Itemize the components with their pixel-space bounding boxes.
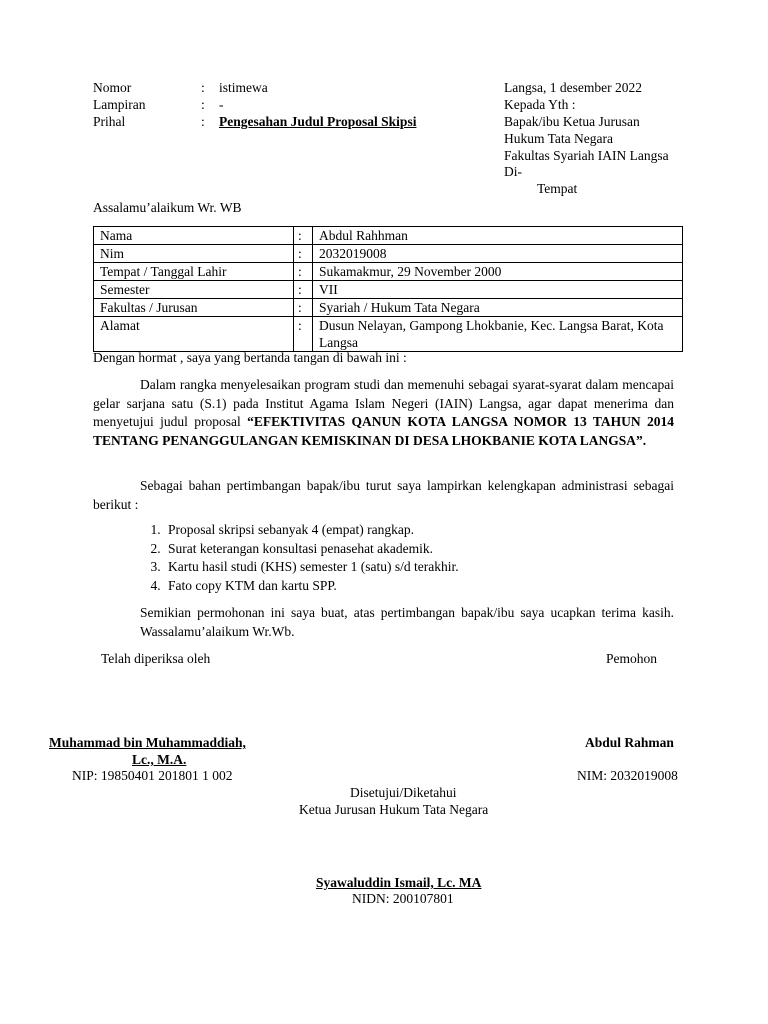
table-row <box>94 245 683 263</box>
row-colon: : <box>294 299 313 317</box>
list-item: 4. Fato copy KTM dan kartu SPP. <box>164 577 459 596</box>
proposal-title: “EFEKTIVITAS QANUN KOTA LANGSA NOMOR 13 TAHUN 2014 TENTANG PENANGGULANGAN KEMISKINAN DI DESA LHOKBANIE KOTA LANGSA”. <box>93 414 674 448</box>
attachment-list <box>140 521 459 595</box>
row-value: 2032019008 <box>313 245 683 263</box>
lampiran-label: Lampiran <box>93 97 146 112</box>
row-label: Semester <box>94 281 294 299</box>
row-value: VII <box>313 281 683 299</box>
identity-table <box>93 226 683 352</box>
prihal-value: Pengesahan Judul Proposal Skipsi <box>219 114 417 129</box>
row-colon: : <box>294 317 313 352</box>
approval-position: Ketua Jurusan Hukum Tata Negara <box>299 802 489 817</box>
recipient-line4: Fakultas Syariah IAIN Langsa <box>504 148 669 163</box>
paragraph-attachments: Sebagai bahan pertimbangan bapak/ibu turut saya lampirkan kelengkapan administrasi sebagai berikut : <box>93 478 674 512</box>
examiner-nip: NIP: 19850401 201801 1 002 <box>72 768 233 783</box>
list-item: 3. Kartu hasil studi (KHS) semester 1 (satu) s/d terakhir. <box>164 558 459 577</box>
row-colon: : <box>294 263 313 281</box>
paragraph-request <box>93 376 674 450</box>
head-nidn: NIDN: 200107801 <box>352 891 454 906</box>
row-label: Tempat / Tanggal Lahir <box>94 263 294 281</box>
row-value: Syariah / Hukum Tata Negara <box>313 299 683 317</box>
row-colon: : <box>294 281 313 299</box>
prihal-label: Prihal <box>93 114 126 129</box>
lampiran-value: - <box>219 97 224 112</box>
table-row <box>94 281 683 299</box>
list-item: 1. Proposal skripsi sebanyak 4 (empat) rangkap. <box>164 521 459 540</box>
lampiran-colon: : <box>201 97 205 112</box>
letter-date: Langsa, 1 desember 2022 <box>504 80 642 95</box>
nomor-label: Nomor <box>93 80 132 95</box>
recipient-line6: Tempat <box>537 181 578 196</box>
greeting: Assalamu’alaikum Wr. WB <box>93 200 242 215</box>
table-row <box>94 263 683 281</box>
recipient-line5: Di- <box>504 164 522 179</box>
table-row <box>94 299 683 317</box>
row-value: Sukamakmur, 29 November 2000 <box>313 263 683 281</box>
prihal-colon: : <box>201 114 205 129</box>
examiner-name: Muhammad bin Muhammaddiah, <box>49 735 246 750</box>
recipient-line3: Hukum Tata Negara <box>504 131 614 146</box>
row-colon: : <box>294 245 313 263</box>
row-label: Alamat <box>94 317 294 352</box>
row-label: Nim <box>94 245 294 263</box>
intro-text: Dengan hormat , saya yang bertanda tangan di bawah ini : <box>93 350 407 365</box>
paragraph-request-text: Dalam rangka menyelesaikan program studi dan memenuhi sebagai syarat-syarat dalam mencapai gelar sarjana satu (S.1) pada Institut Agama Islam Negeri (IAIN) Langsa, agar dapat menerima dan menyetujui judul proposal <box>93 377 674 429</box>
head-name: Syawaluddin Ismail, Lc. MA <box>316 875 482 890</box>
row-value: Dusun Nelayan, Gampong Lhokbanie, Kec. Langsa Barat, Kota Langsa <box>313 317 683 352</box>
examiner-title: Lc., M.A. <box>132 752 187 767</box>
applicant-caption: Pemohon <box>606 651 658 666</box>
nomor-colon: : <box>201 80 205 95</box>
row-colon: : <box>294 227 313 245</box>
applicant-name: Abdul Rahman <box>585 735 674 750</box>
approval-caption: Disetujui/Diketahui <box>350 785 457 800</box>
row-label: Nama <box>94 227 294 245</box>
list-item: 2. Surat keterangan konsultasi penasehat akademik. <box>164 540 459 559</box>
closing-paragraph: Semikian permohonan ini saya buat, atas pertimbangan bapak/ibu saya ucapkan terima kasih. Wassalamu’alaikum Wr.Wb. <box>140 605 674 639</box>
table-row <box>94 317 683 352</box>
applicant-nim: NIM: 2032019008 <box>577 768 678 783</box>
recipient-line2: Bapak/ibu Ketua Jurusan <box>504 114 640 129</box>
row-label: Fakultas / Jurusan <box>94 299 294 317</box>
recipient-line1: Kepada Yth : <box>504 97 576 112</box>
row-value: Abdul Rahhman <box>313 227 683 245</box>
examiner-caption: Telah diperiksa oleh <box>101 651 211 666</box>
nomor-value: istimewa <box>219 80 268 95</box>
table-row <box>94 227 683 245</box>
